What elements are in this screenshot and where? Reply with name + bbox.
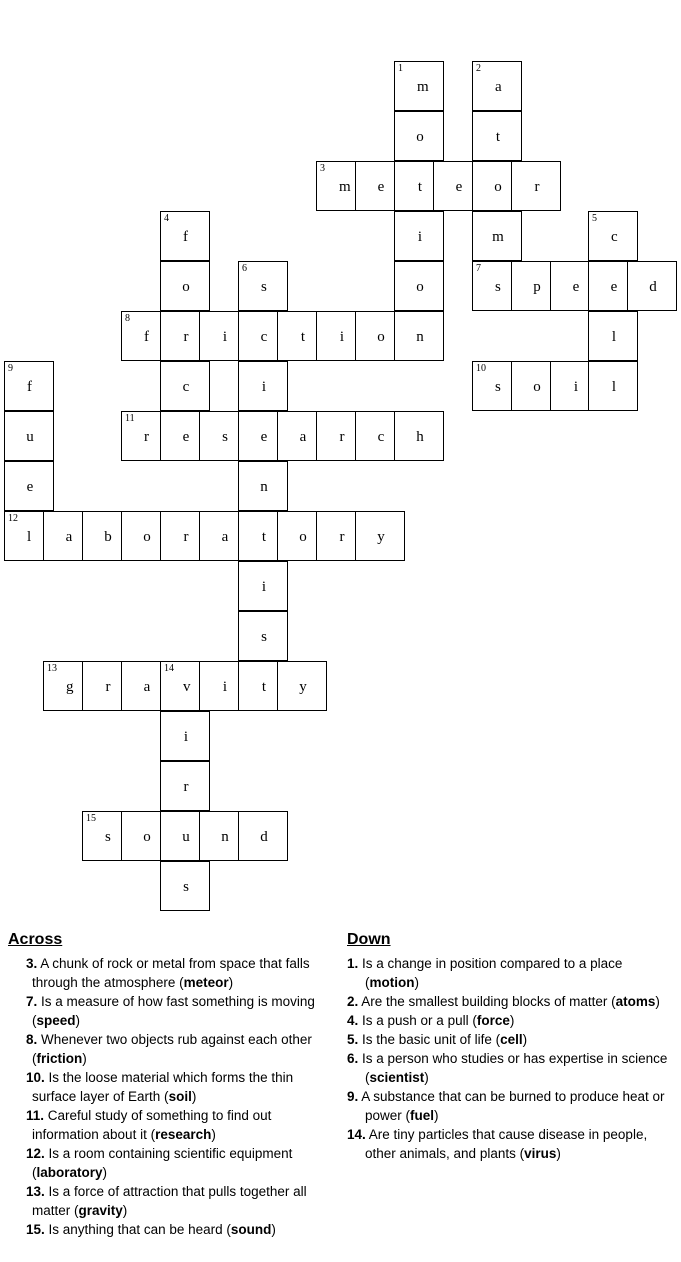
cell-letter: v [183, 679, 191, 695]
clue-tail: ) [271, 1222, 276, 1237]
cell-number: 5 [592, 213, 597, 224]
cell-number: 11 [125, 413, 135, 424]
clue-text: Careful study of something to find out information about it ( [32, 1108, 272, 1142]
clue-tail: ) [211, 1127, 216, 1142]
clue-number: 2. [347, 994, 359, 1009]
cell-letter: o [533, 379, 541, 395]
crossword-cell[interactable] [472, 211, 522, 261]
clue-text: Is a push or a pull ( [358, 1013, 477, 1028]
cell-letter: u [26, 429, 34, 445]
cell-letter: f [183, 229, 188, 245]
cell-number: 7 [476, 263, 481, 274]
cell-letter: s [261, 629, 267, 645]
cell-letter: d [649, 279, 657, 295]
cell-letter: t [261, 529, 267, 545]
crossword-cell[interactable] [238, 361, 288, 411]
cell-letter: y [299, 679, 307, 695]
crossword-cell[interactable] [238, 261, 288, 311]
cell-letter: r [339, 529, 345, 545]
cell-letter: o [143, 829, 151, 845]
crossword-cell[interactable] [511, 161, 561, 211]
cell-letter: r [183, 529, 189, 545]
cell-number: 4 [164, 213, 169, 224]
cell-letter: a [299, 429, 307, 445]
clue-number: 7. [26, 994, 38, 1009]
cell-letter: s [261, 279, 267, 295]
cell-letter: l [611, 379, 617, 395]
cell-letter: t [495, 129, 501, 145]
clue-text: Is a room containing scientific equipment ( [32, 1146, 293, 1180]
clue-text: Is a person who studies or has expertise in science ( [358, 1051, 668, 1085]
clue-item [347, 1049, 677, 1087]
cell-letter: c [260, 329, 268, 345]
clue-item [8, 1068, 338, 1106]
down-clue-list [347, 954, 677, 1163]
across-heading: Across [8, 931, 63, 948]
clue-number: 15. [26, 1222, 45, 1237]
clue-answer: virus [524, 1146, 557, 1161]
clue-text: Whenever two objects rub against each other ( [32, 1032, 312, 1066]
cell-letter: s [105, 829, 111, 845]
clue-item [347, 1087, 677, 1125]
clue-item [347, 992, 677, 1011]
crossword-cell[interactable] [394, 111, 444, 161]
crossword-cell[interactable] [238, 611, 288, 661]
clue-tail: ) [655, 994, 660, 1009]
cell-letter: l [611, 329, 617, 345]
clue-text: A chunk of rock or metal from space that falls through the atmosphere ( [32, 956, 310, 990]
crossword-cell[interactable] [238, 461, 288, 511]
cell-letter: n [260, 479, 268, 495]
cell-letter: o [416, 279, 424, 295]
crossword-cell[interactable] [472, 111, 522, 161]
clue-item [8, 1106, 338, 1144]
cell-letter: a [65, 529, 73, 545]
clue-item [347, 954, 677, 992]
clue-item [8, 1220, 338, 1239]
crossword-cell[interactable] [4, 411, 54, 461]
cell-letter: c [377, 429, 385, 445]
cell-letter: g [66, 679, 74, 695]
clue-number: 11. [26, 1108, 45, 1123]
cell-letter: r [339, 429, 345, 445]
cell-letter: r [144, 429, 149, 445]
clue-tail: ) [228, 975, 234, 990]
cell-letter: a [495, 79, 502, 95]
clue-tail: ) [191, 1089, 197, 1104]
cell-letter: r [183, 779, 189, 795]
cell-letter: s [495, 379, 501, 395]
crossword-cell[interactable] [394, 61, 444, 111]
cell-letter: m [492, 229, 504, 245]
cell-letter: h [416, 429, 424, 445]
clue-number: 9. [347, 1089, 359, 1104]
clue-text: Is a change in position compared to a place ( [358, 956, 623, 990]
clue-tail: ) [414, 975, 419, 990]
clue-item [8, 1030, 338, 1068]
cell-letter: f [144, 329, 149, 345]
cell-letter: o [494, 179, 502, 195]
crossword-cell[interactable] [160, 361, 210, 411]
clue-text: Is anything that can be heard ( [44, 1222, 231, 1237]
cell-letter: r [183, 329, 189, 345]
clue-tail: ) [82, 1051, 87, 1066]
crossword-cell[interactable] [238, 561, 288, 611]
crossword-cell[interactable] [160, 261, 210, 311]
clue-tail: ) [434, 1108, 439, 1123]
cell-letter: c [611, 229, 618, 245]
cell-number: 10 [476, 363, 486, 374]
crossword-cell[interactable] [472, 61, 522, 111]
clue-tail: ) [122, 1203, 128, 1218]
cell-letter: u [182, 829, 190, 845]
cell-letter: e [182, 429, 190, 445]
across-clue-list [8, 954, 338, 1239]
clue-number: 8. [26, 1032, 38, 1047]
cell-letter: c [182, 379, 190, 395]
cell-number: 3 [320, 163, 325, 174]
cell-letter: a [221, 529, 229, 545]
clue-item [347, 1030, 677, 1049]
cell-number: 2 [476, 63, 481, 74]
crossword-cell[interactable] [355, 511, 405, 561]
clue-text: Is the basic unit of life ( [358, 1032, 501, 1047]
cell-letter: b [104, 529, 112, 545]
cell-letter: e [455, 179, 463, 195]
cell-letter: o [416, 129, 424, 145]
clue-tail: ) [509, 1013, 515, 1028]
clue-item [8, 1182, 338, 1220]
across-clues-column [8, 930, 338, 1239]
crossword-cell[interactable] [588, 211, 638, 261]
crossword-cell[interactable] [160, 761, 210, 811]
cell-letter: e [26, 479, 34, 495]
clue-answer: soil [168, 1089, 192, 1104]
crossword-cell[interactable] [394, 311, 444, 361]
cell-letter: r [105, 679, 111, 695]
cell-letter: e [377, 179, 385, 195]
cell-letter: o [377, 329, 385, 345]
cell-letter: t [261, 679, 267, 695]
crossword-cell[interactable] [238, 811, 288, 861]
cell-number: 8 [125, 313, 130, 324]
cell-letter: p [533, 279, 541, 295]
clue-answer: research [155, 1127, 212, 1142]
clue-number: 4. [347, 1013, 359, 1028]
clue-text: Are the smallest building blocks of matter ( [358, 994, 616, 1009]
clue-answer: friction [36, 1051, 83, 1066]
crossword-cell[interactable] [160, 711, 210, 761]
clue-item [8, 992, 338, 1030]
crossword-cell[interactable] [160, 861, 210, 911]
clue-number: 12. [26, 1146, 45, 1161]
cell-letter: i [222, 679, 228, 695]
clue-number: 14. [347, 1127, 366, 1142]
clue-number: 5. [347, 1032, 359, 1047]
clue-text: Is a measure of how fast something is moving ( [32, 994, 315, 1028]
cell-letter: f [27, 379, 32, 395]
clue-answer: cell [500, 1032, 523, 1047]
cell-letter: i [261, 579, 267, 595]
cell-letter: i [339, 329, 345, 345]
clue-answer: laboratory [36, 1165, 103, 1180]
clue-tail: ) [102, 1165, 108, 1180]
clue-tail: ) [424, 1070, 429, 1085]
crossword-cell[interactable] [394, 211, 444, 261]
clue-answer: gravity [78, 1203, 123, 1218]
clue-tail: ) [75, 1013, 81, 1028]
cell-letter: i [183, 729, 189, 745]
cell-letter: m [339, 179, 351, 195]
cell-letter: r [534, 179, 540, 195]
cell-letter: i [573, 379, 579, 395]
crossword-cell[interactable] [394, 411, 444, 461]
clue-item [347, 1011, 677, 1030]
cell-letter: l [27, 529, 32, 545]
cell-number: 1 [398, 63, 403, 74]
clue-answer: meteor [183, 975, 229, 990]
cell-letter: e [572, 279, 580, 295]
clue-text: A substance that can be burned to produce heat or power ( [358, 1089, 665, 1123]
cell-letter: t [417, 179, 423, 195]
clue-number: 13. [26, 1184, 45, 1199]
cell-letter: i [261, 379, 267, 395]
cell-letter: m [417, 79, 429, 95]
cell-number: 9 [8, 363, 13, 374]
cell-letter: s [495, 279, 501, 295]
clue-answer: force [476, 1013, 510, 1028]
cell-letter: y [377, 529, 385, 545]
clue-text: Are tiny particles that cause disease in people, other animals, and plants ( [365, 1127, 648, 1161]
crossword-cell[interactable] [588, 361, 638, 411]
clue-answer: fuel [410, 1108, 435, 1123]
clue-tail: ) [522, 1032, 528, 1047]
cell-number: 12 [8, 513, 18, 524]
down-clues-column [347, 930, 677, 1163]
clue-number: 10. [26, 1070, 45, 1085]
crossword-cell[interactable] [160, 211, 210, 261]
cell-letter: o [182, 279, 190, 295]
clue-text: Is the loose material which forms the thin surface layer of Earth ( [32, 1070, 294, 1104]
clue-text: Is a force of attraction that pulls together all matter ( [32, 1184, 307, 1218]
crossword-cell[interactable] [394, 261, 444, 311]
cell-letter: d [260, 829, 268, 845]
cell-number: 13 [47, 663, 57, 674]
cell-letter: i [417, 229, 423, 245]
cell-number: 15 [86, 813, 96, 824]
cell-letter: o [143, 529, 151, 545]
clue-tail: ) [556, 1146, 561, 1161]
clue-answer: motion [369, 975, 415, 990]
clue-answer: sound [230, 1222, 272, 1237]
cell-letter: s [183, 879, 189, 895]
clue-number: 3. [26, 956, 38, 971]
cell-number: 14 [164, 663, 174, 674]
clue-item [347, 1125, 677, 1163]
clue-item [8, 954, 338, 992]
down-heading: Down [347, 931, 391, 948]
clue-answer: atoms [615, 994, 656, 1009]
cell-letter: a [143, 679, 151, 695]
clue-number: 6. [347, 1051, 359, 1066]
cell-letter: i [222, 329, 228, 345]
crossword-cell[interactable] [627, 261, 677, 311]
cell-letter: e [610, 279, 618, 295]
crossword-cell[interactable] [277, 661, 327, 711]
crossword-cell[interactable] [4, 361, 54, 411]
cell-letter: n [416, 329, 424, 345]
crossword-cell[interactable] [588, 311, 638, 361]
clue-answer: scientist [369, 1070, 425, 1085]
clue-number: 1. [347, 956, 359, 971]
cell-letter: n [221, 829, 229, 845]
cell-letter: s [222, 429, 228, 445]
cell-letter: o [299, 529, 307, 545]
cell-letter: e [260, 429, 268, 445]
clue-item [8, 1144, 338, 1182]
cell-number: 6 [242, 263, 247, 274]
cell-letter: t [300, 329, 306, 345]
crossword-cell[interactable] [4, 461, 54, 511]
clue-answer: speed [36, 1013, 76, 1028]
